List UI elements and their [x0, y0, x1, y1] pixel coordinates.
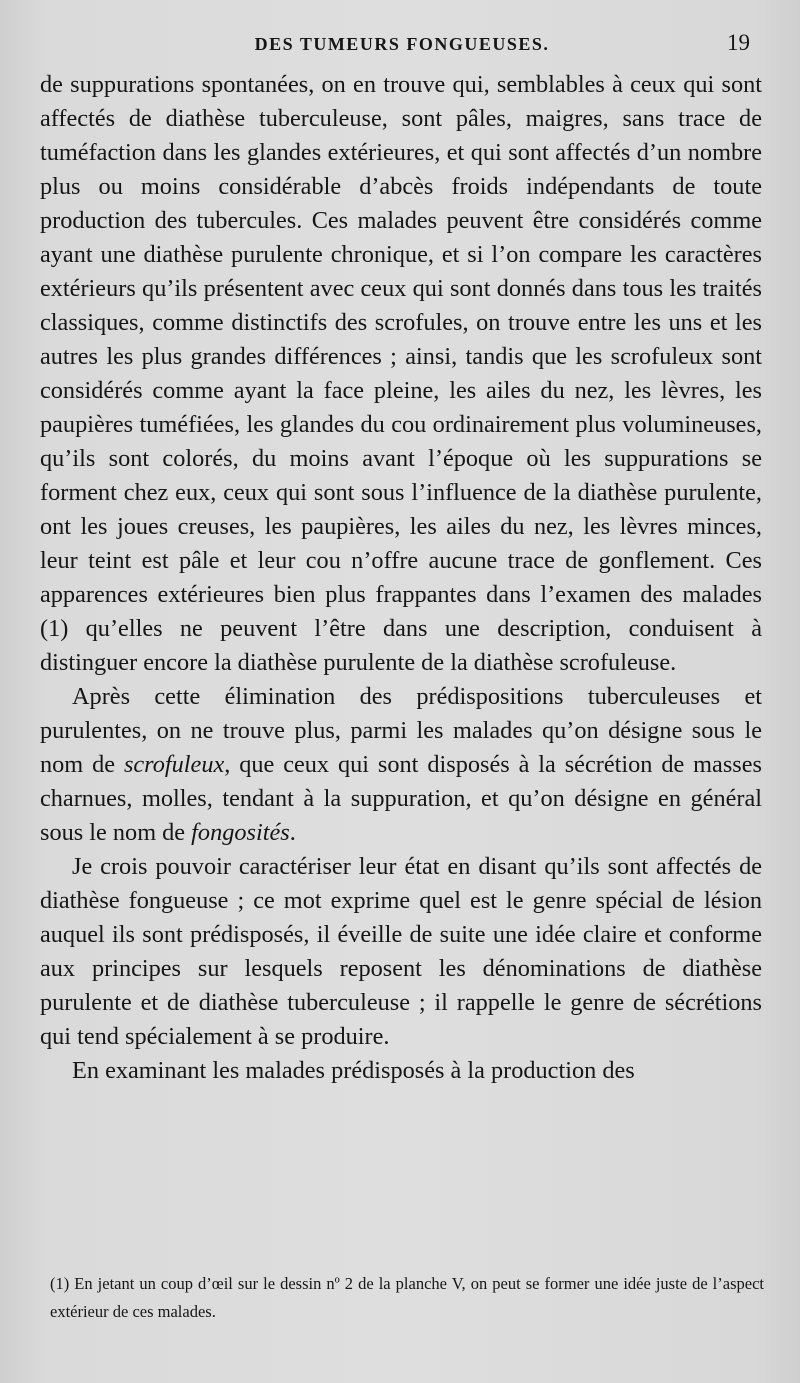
- paragraph-2-part-2: , que ceux qui sont disposés à la sécrétion de masses charnues, molles, tendant à la suppuration, et qu’on désigne en général sous le nom de: [40, 751, 762, 846]
- footnote: [50, 1270, 764, 1326]
- italic-scrofuleux: scrofuleux: [123, 751, 225, 778]
- paragraph-4: En examinant les malades prédisposés à la production des: [72, 1057, 635, 1084]
- running-header: [40, 28, 764, 68]
- paragraph-2-part-1: Après cette élimination des prédispositions tuberculeuses et purulentes, on ne trouve plus, parmi les malades qu’on désigne sous le nom de: [40, 683, 762, 778]
- paragraph-2: [40, 680, 762, 850]
- page-number: 19: [727, 30, 750, 55]
- running-title: DES TUMEURS FONGUEUSES.: [254, 34, 550, 54]
- italic-fongosites: fongosités: [191, 819, 290, 846]
- footnote-text: (1) En jetant un coup d’œil sur le dessin nº 2 de la planche V, on peut se former une idée juste de l’aspect extérieur de ces malades.: [50, 1274, 764, 1321]
- body-text: [40, 68, 762, 1088]
- paragraph-1: de suppurations spontanées, on en trouve qui, semblables à ceux qui sont affectés de diathèse tuberculeuse, sont pâles, maigres, sans trace de tuméfaction dans les glandes extérieures, et qui sont affectés d’un nombre plus ou moins considérable d’abcès froids indépendants de toute production des tubercules. Ces malades peuvent être considérés comme ayant une diathèse purulente chronique, et si l’on compare les caractères extérieurs qu’ils présentent avec ceux qui sont donnés dans tous les traités classiques, comme distinctifs des scrofules, on trouve entre les uns et les autres les plus grandes différences ; ainsi, tandis que les scrofuleux sont considérés comme ayant la face pleine, les ailes du nez, les lèvres, les paupières tuméfiées, les glandes du cou ordinairement plus volumineuses, qu’ils sont colorés, du moins avant l’époque où les suppurations se forment chez eux, ceux qui sont sous l’influence de la diathèse purulente, ont les joues creuses, les paupières, les ailes du nez, les lèvres minces, leur teint est pâle et leur cou n’offre aucune trace de gonflement. Ces apparences extérieures bien plus frappantes dans l’examen des malades (1) qu’elles ne peuvent l’être dans une description, conduisent à distinguer encore la diathèse purulente de la diathèse scrofuleuse.: [40, 71, 762, 676]
- paragraph-2-end: .: [289, 819, 296, 846]
- paragraph-3: Je crois pouvoir caractériser leur état en disant qu’ils sont affectés de diathèse fongueuse ; ce mot exprime quel est le genre spécial de lésion auquel ils sont prédisposés, il éveille de suite une idée claire et conforme aux principes sur lesquels reposent les dénominations de diathèse purulente et de diathèse tuberculeuse ; il rappelle le genre de sécrétions qui tend spécialement à se produire.: [40, 853, 762, 1050]
